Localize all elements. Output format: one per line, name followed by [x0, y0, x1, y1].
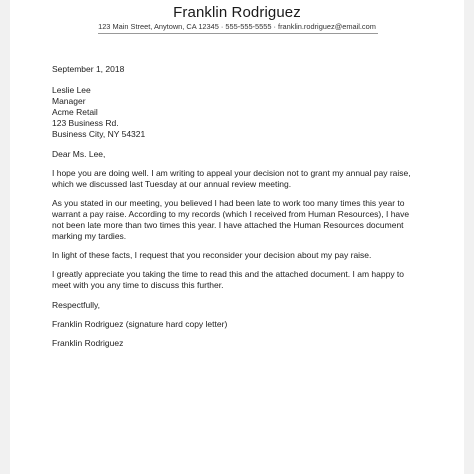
letter-body: [52, 64, 452, 349]
paragraph-line: I greatly appreciate you taking the time to read this and the attached document. I am happy to: [52, 269, 405, 280]
letterhead-contact: 123 Main Street, Anytown, CA 12345 · 555-555-5555 · franklin.rodriguez@email.com: [98, 22, 376, 31]
letterhead-name: Franklin Rodriguez: [173, 4, 301, 21]
paragraph-line: meet with you any time to discuss this further.: [52, 280, 224, 291]
salutation: Dear Ms. Lee,: [52, 148, 106, 159]
paragraph-1: [52, 168, 452, 190]
recipient-city: Business City, NY 54321: [52, 129, 146, 140]
recipient-title: Manager: [52, 96, 86, 107]
paragraph-2: [52, 198, 452, 242]
typed-name: Franklin Rodriguez: [52, 337, 124, 348]
paragraph-line: warrant a pay raise. According to my records (which I received from Human Resources), I have: [52, 208, 410, 219]
recipient-address: [52, 85, 452, 140]
paragraph-line: In light of these facts, I request that you reconsider your decision about my pay raise.: [52, 250, 372, 261]
letter-page: [10, 0, 464, 474]
paragraph-4: [52, 269, 452, 291]
recipient-street: 123 Business Rd.: [52, 118, 119, 129]
letterhead-divider: [98, 33, 378, 34]
paragraph-line: marking my tardies.: [52, 231, 127, 242]
paragraph-line: As you stated in our meeting, you believed I had been late to work too many times this year to: [52, 197, 405, 208]
recipient-company: Acme Retail: [52, 107, 98, 118]
paragraph-line: I hope you are doing well. I am writing to appeal your decision not to grant my annual pay raise,: [52, 167, 411, 178]
letter-date: September 1, 2018: [52, 64, 125, 74]
closing: Respectfully,: [52, 299, 101, 310]
recipient-name: Leslie Lee: [52, 85, 91, 96]
signature-note: Franklin Rodriguez (signature hard copy letter): [52, 318, 228, 329]
paragraph-line: not been late more than two times this year. I have attached the Human Resources document: [52, 220, 404, 231]
paragraph-3: [52, 250, 452, 261]
paragraph-line: which we discussed last Tuesday at our annual review meeting.: [52, 178, 292, 189]
